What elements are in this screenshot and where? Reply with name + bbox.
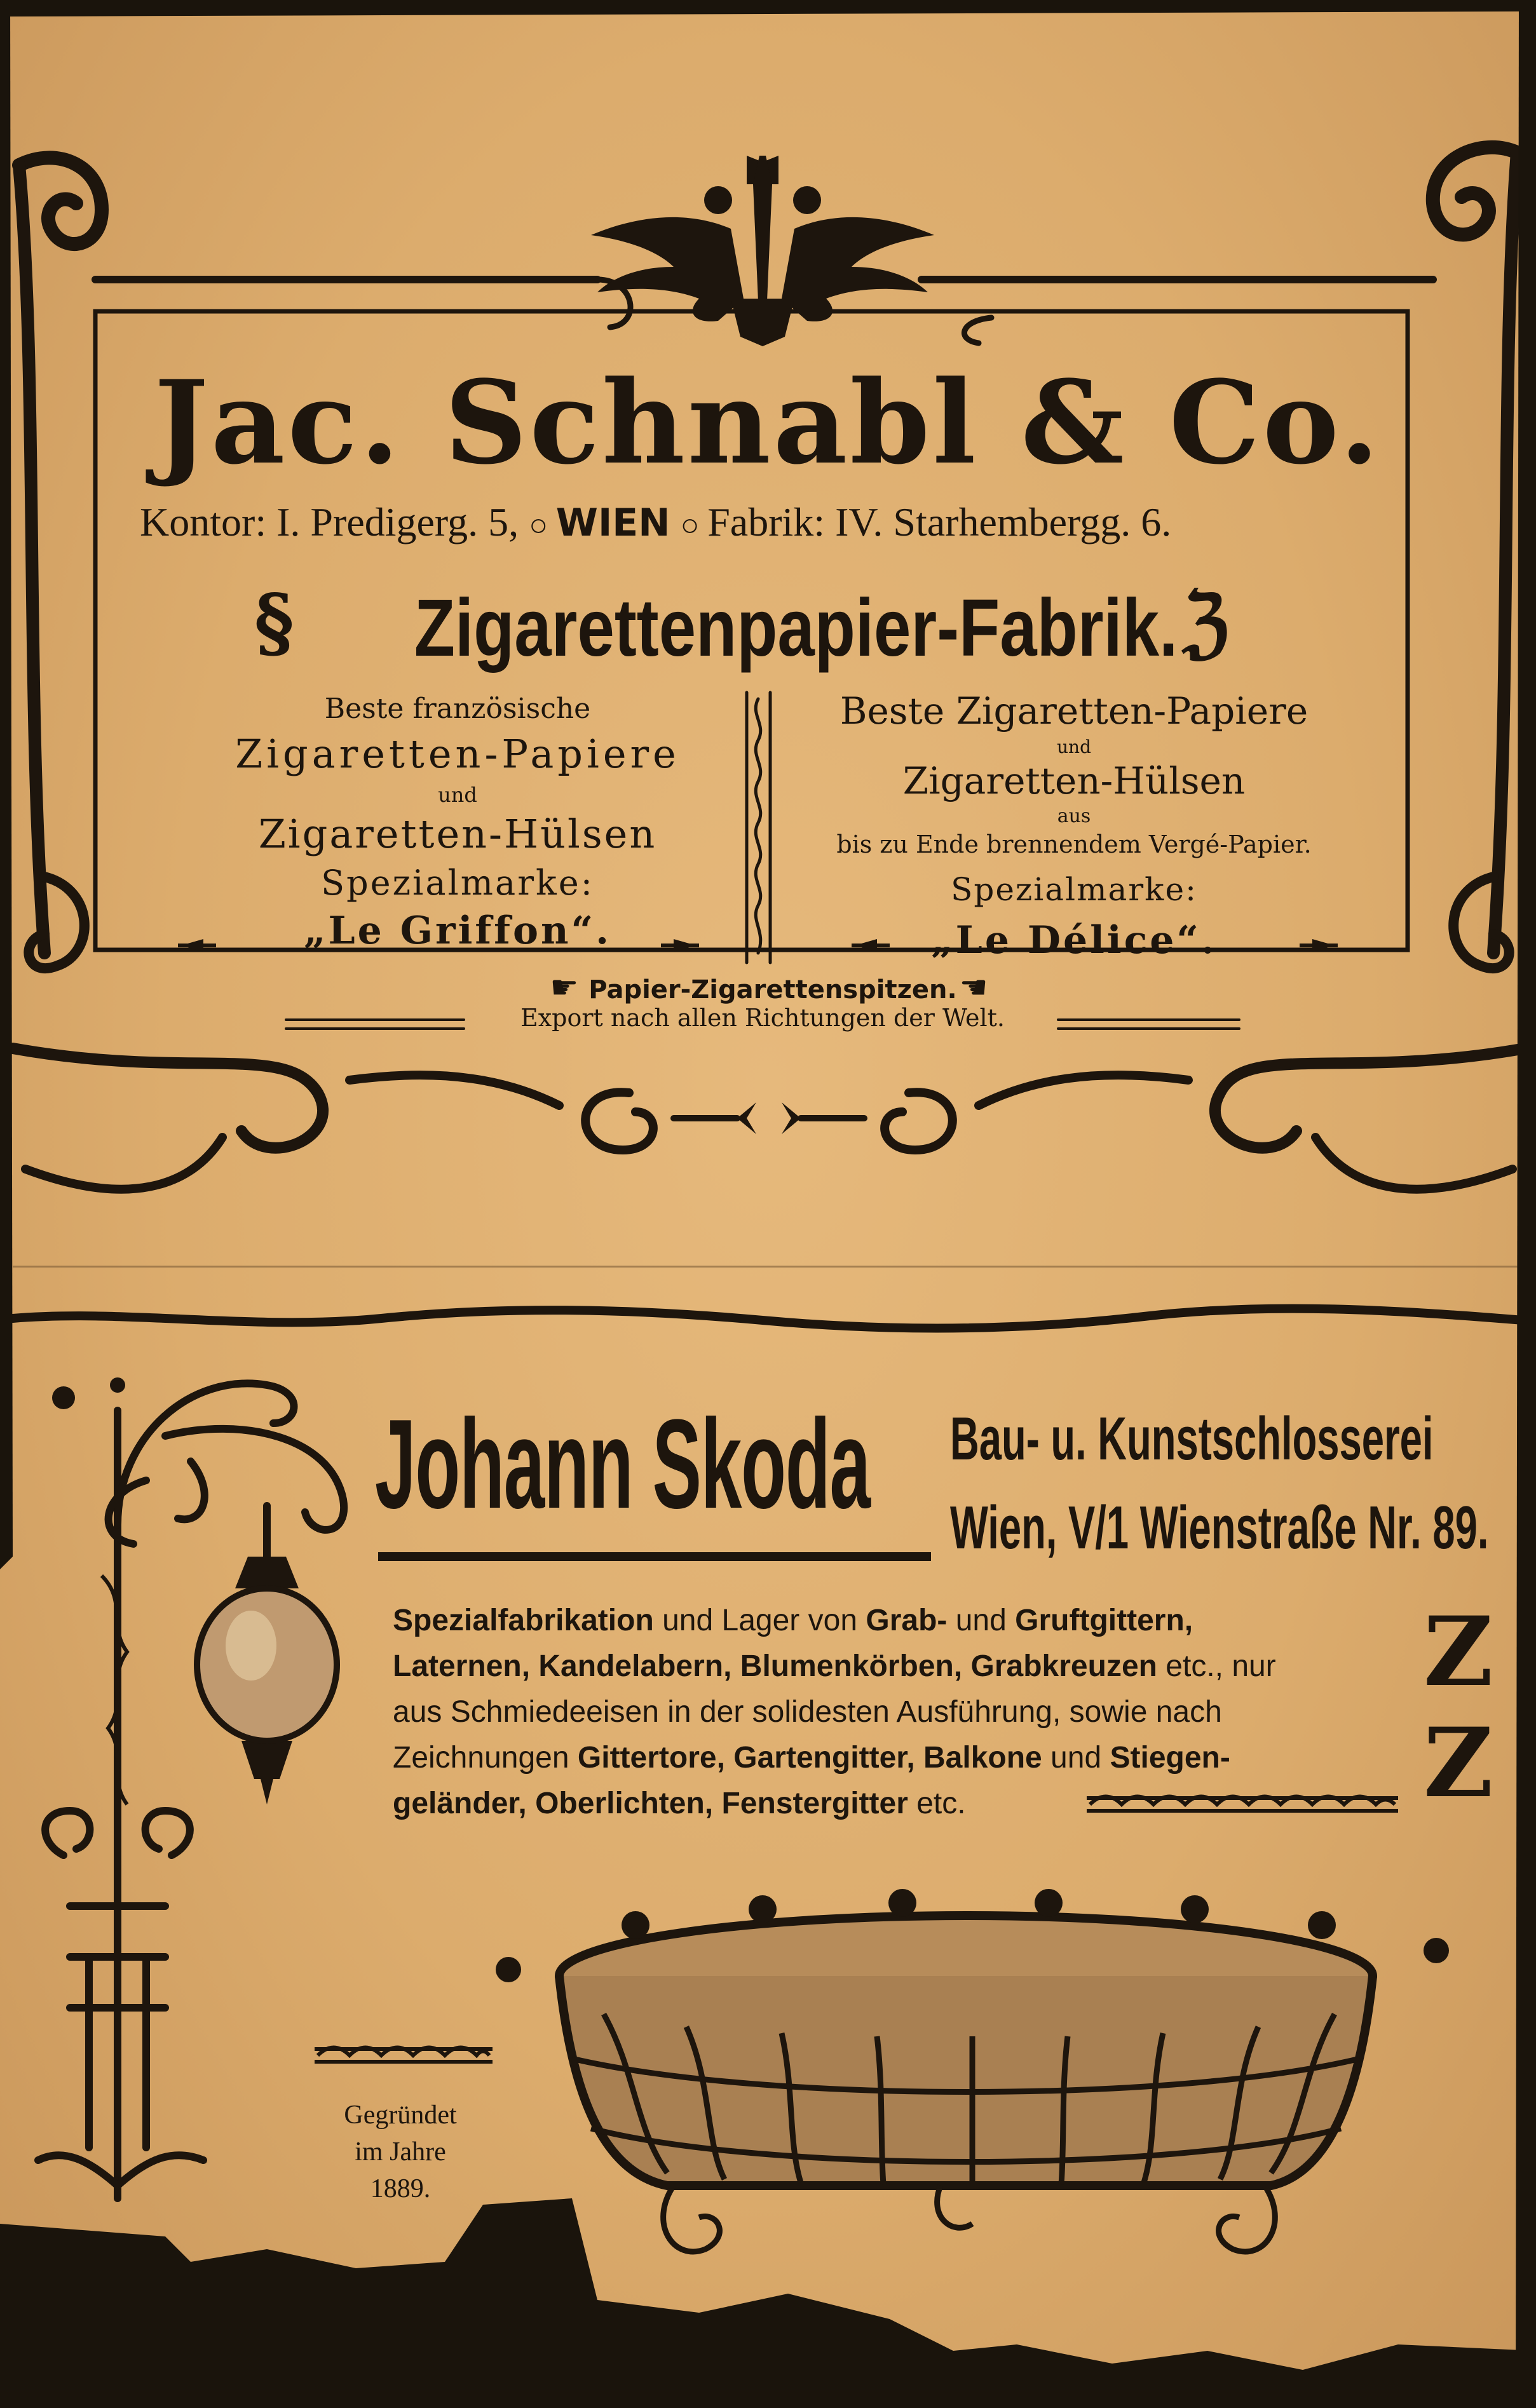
description-run: geländer, Oberlichten, Fenstergitter [393,1787,908,1820]
monogram-z-icon: ℨ [1182,578,1229,667]
trade-text: Bau- u. Kunstschlosserei [950,1405,1434,1473]
johann-skoda-name-text: Johann Skoda [375,1393,870,1535]
left-brand: „Le Griffon“. [303,909,612,953]
right-line5: bis zu Ende brennendem Vergé-Papier. [836,830,1312,858]
right-line1: Beste Zigaretten-Papiere [839,689,1308,733]
left-line5: Spezialmarke: [321,863,594,903]
city-name: WIEN [555,501,670,545]
description-run: Stiegen- [1110,1741,1230,1775]
description-run: Zeichnungen [393,1741,578,1775]
description-run: und Lager von [653,1604,866,1637]
monogram-z-icon: Z [1424,1707,1493,1819]
company-name-text: Jac. Schnabl & Co. [154,356,1382,490]
export-text: Export nach allen Richtungen der Welt. [520,1004,1005,1032]
right-brand: „Le Délice“. [931,918,1217,963]
description-run: Gittertore, Gartengitter, Balkone [577,1741,1042,1775]
description-run: Spezialfabrikation [393,1604,654,1637]
left-line3: und [438,783,477,807]
separator-circle-icon: ○ [529,507,556,543]
separator-circle-icon: ○ [680,507,708,543]
description-run: und [1042,1741,1110,1775]
left-line2: Zigaretten-Papiere [235,731,680,777]
description-run: etc., nur [1157,1649,1276,1683]
description-run: Laternen, Kandelabern, Blumenkörben, Grabkreuzen [393,1649,1157,1683]
factory-address: Fabrik: IV. Starhembergg. 6. [707,499,1172,545]
right-line4: aus [1057,805,1091,827]
description-run: aus Schmiedeeisen in der solidesten Ausführung, sowie nach [393,1695,1222,1729]
office-address: Kontor: I. Predigerg. 5, [140,499,519,545]
pointing-hand-icon: ☛ [550,969,589,1006]
business-title-text: Zigarettenpapier-Fabrik. [414,583,1178,673]
skoda-address-text: Wien, V/1 Wienstraße Nr. 89. [950,1494,1489,1562]
description-run: etc. [907,1787,966,1820]
left-line4: Zigaretten-Hülsen [258,811,657,857]
right-line2: und [1057,736,1091,757]
founded-line3: 1889. [370,2174,431,2203]
left-line1: Beste französische [324,693,591,725]
tips-text: Papier-Zigarettenspitzen. [588,975,957,1004]
right-line3: Zigaretten-Hülsen [902,759,1246,802]
monogram-z-icon: Z [1424,1596,1493,1708]
right-line6: Spezialmarke: [951,871,1197,908]
description-run: Grab- [866,1604,948,1637]
description-run: Gruftgittern, [1015,1604,1193,1637]
founded-line1: Gegründet [344,2100,457,2130]
description-run: und [947,1604,1016,1637]
pointing-hand-icon: ☚ [959,969,988,1006]
monogram-s-icon: § [254,578,294,667]
founded-line2: im Jahre [355,2137,446,2167]
